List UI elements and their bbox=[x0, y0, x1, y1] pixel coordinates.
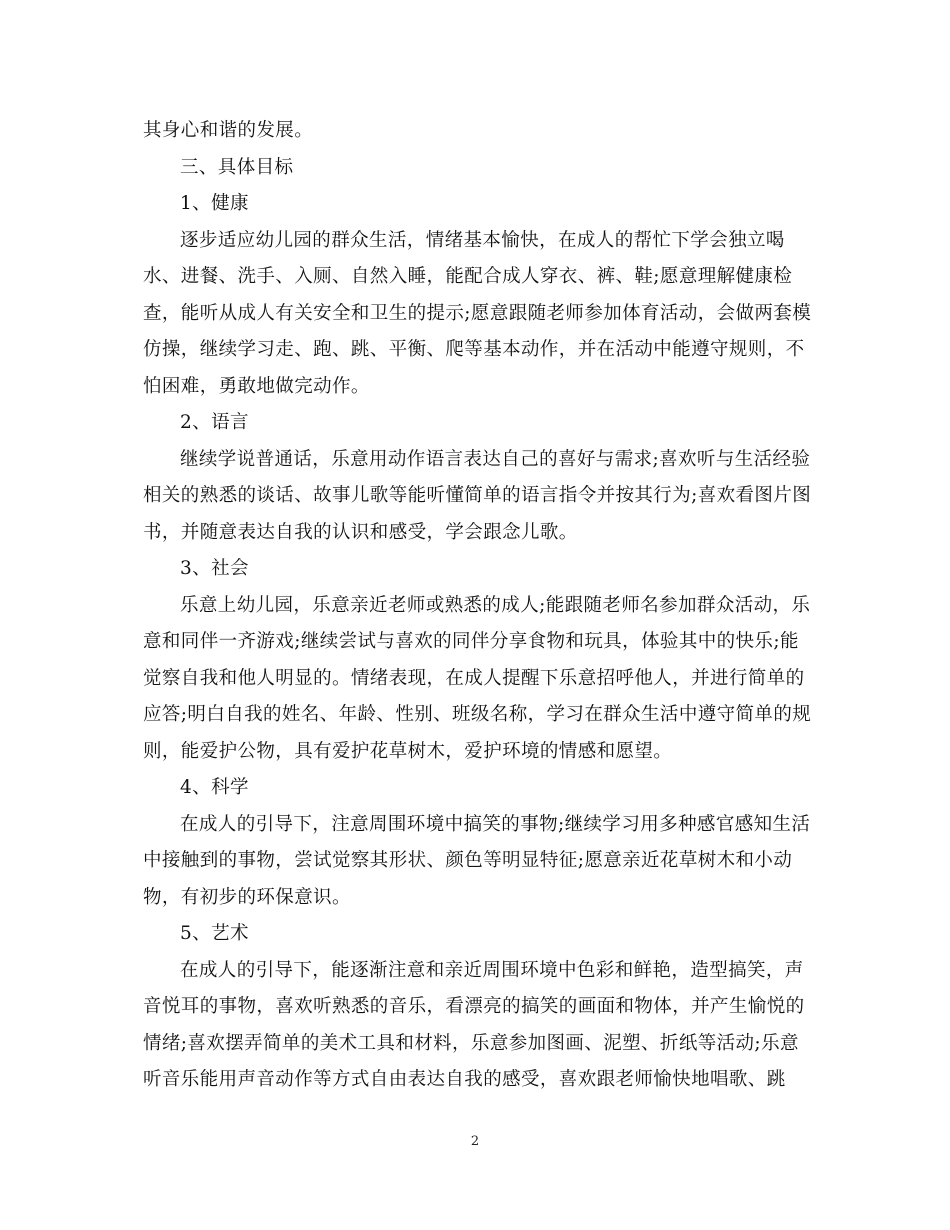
text-line: 三、具体目标 bbox=[180, 156, 294, 178]
text-line: 怕困难，勇敢地做完动作。 bbox=[143, 375, 370, 397]
page-number: 2 bbox=[470, 1134, 480, 1149]
text-line: 仿操，继续学习走、跑、跳、平衡、爬等基本动作，并在活动中能遵守规则，不 bbox=[143, 339, 805, 360]
text-line: 应答;明白自我的姓名、年龄、性别、班级名称，学习在群众生活中遵守简单的规 bbox=[143, 704, 812, 725]
text-line: 中接触到的事物，尝试觉察其形状、颜色等明显特征;愿意亲近花草树木和小动 bbox=[143, 850, 793, 871]
text-line: 书，并随意表达自我的认识和感受，学会跟念儿歌。 bbox=[143, 521, 578, 543]
text-line: 听音乐能用声音动作等方式自由表达自我的感受，喜欢跟老师愉快地唱歌、跳 bbox=[143, 1069, 786, 1090]
text-line: 4、科学 bbox=[180, 777, 249, 798]
text-line: 相关的熟悉的谈话、故事儿歌等能听懂简单的语言指令并按其行为;喜欢看图片图 bbox=[143, 485, 812, 506]
text-line: 5、艺术 bbox=[180, 923, 249, 944]
text-line: 意和同伴一齐游戏;继续尝试与喜欢的同伴分享食物和玩具，体验其中的快乐;能 bbox=[143, 631, 799, 652]
text-line: 2、语言 bbox=[180, 412, 249, 433]
text-line: 则，能爱护公物，具有爱护花草树木，爱护环境的情感和愿望。 bbox=[143, 740, 673, 762]
text-line: 在成人的引导下，能逐渐注意和亲近周围环境中色彩和鲜艳，造型搞笑，声 bbox=[180, 959, 804, 981]
text-line: 乐意上幼儿园，乐意亲近老师或熟悉的成人;能跟随老师名参加群众活动，乐 bbox=[180, 594, 811, 616]
text-line: 继续学说普通话，乐意用动作语言表达自己的喜好与需求;喜欢听与生活经验 bbox=[180, 448, 811, 470]
text-line: 情绪;喜欢摆弄简单的美术工具和材料，乐意参加图画、泥塑、折纸等活动;乐意 bbox=[143, 1032, 799, 1054]
text-line: 物，有初步的环保意识。 bbox=[143, 886, 351, 908]
text-line: 查，能听从成人有关安全和卫生的提示;愿意跟随老师参加体育活动，会做两套模 bbox=[143, 302, 812, 324]
text-line: 1、健康 bbox=[180, 193, 249, 214]
text-line: 在成人的引导下，注意周围环境中搞笑的事物;继续学习用多种感官感知生活 bbox=[180, 813, 811, 835]
text-line: 觉察自我和他人明显的。情绪表现，在成人提醒下乐意招呼他人，并进行简单的 bbox=[143, 667, 805, 689]
text-line: 水、进餐、洗手、入厕、自然入睡，能配合成人穿衣、裤、鞋;愿意理解健康检 bbox=[143, 266, 793, 287]
text-line: 其身心和谐的发展。 bbox=[143, 120, 314, 141]
text-line: 音悦耳的事物，喜欢听熟悉的音乐，看漂亮的搞笑的画面和物体，并产生愉悦的 bbox=[143, 996, 805, 1017]
document-body bbox=[143, 113, 813, 1099]
text-line: 逐步适应幼儿园的群众生活，情绪基本愉快，在成人的帮忙下学会独立喝 bbox=[180, 229, 785, 251]
text-line: 3、社会 bbox=[180, 558, 249, 579]
